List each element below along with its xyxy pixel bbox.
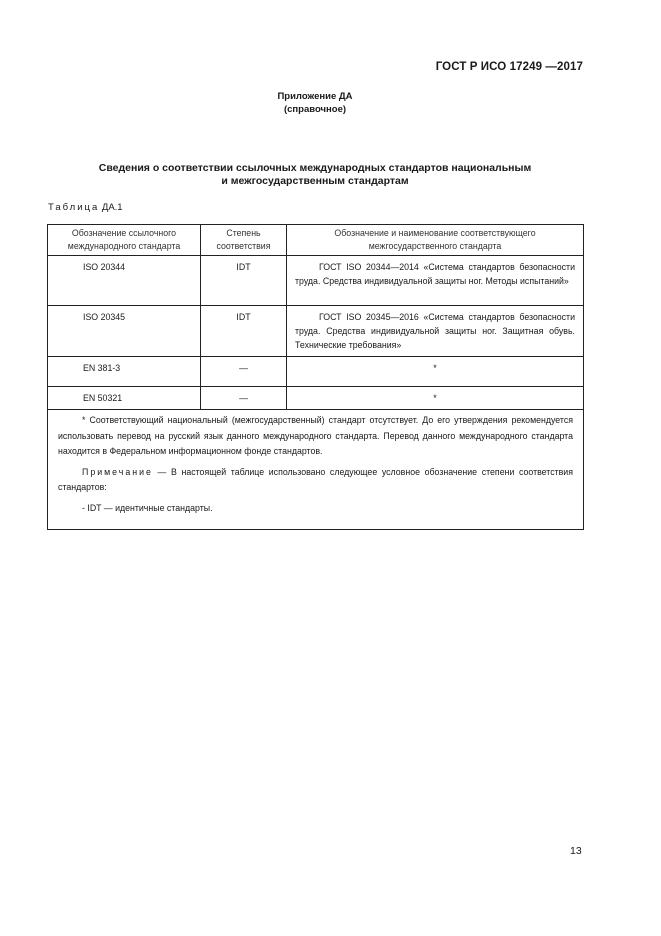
table-notes-row: [48, 410, 584, 530]
table-row: [48, 306, 584, 357]
cell-reference-standard: ISO 20345: [48, 306, 201, 357]
column-header-national-standard: Обозначение и наименование соответствующего межгосударственного стандарта: [287, 225, 584, 256]
table-row: [48, 256, 584, 306]
appendix-subtitle: (справочное): [283, 104, 347, 115]
cell-national-standard: *: [287, 387, 584, 410]
table-label: [48, 202, 123, 213]
cell-reference-standard: EN 381-3: [48, 357, 201, 387]
cell-degree: IDT: [201, 256, 287, 306]
section-title-line-1: Сведения о соответствии ссылочных международных стандартов национальным: [98, 162, 532, 174]
cell-degree: —: [201, 357, 287, 387]
standards-correspondence-table: [47, 224, 584, 530]
section-title-line-2: и межгосударственным стандартам: [221, 175, 409, 187]
note-label: Примечание: [82, 466, 153, 477]
table-footnote: * Соответствующий национальный (межгосударственный) стандарт отсутствует. До его утверждения рекомендуется использовать перевод на русский язык данного международного стандарта. Перевод данного международного стандарта находится в Федеральном информационном фонде стандартов.: [58, 415, 573, 456]
table-notes: [48, 410, 584, 530]
cell-degree: —: [201, 387, 287, 410]
table-label-number: ДА.1: [101, 202, 123, 213]
cell-national-standard: ГОСТ ISO 20344—2014 «Система стандартов безопасности труда. Средства индивидуальной защиты ног. Методы испытаний»: [287, 256, 584, 306]
document-code: ГОСТ Р ИСО 17249 —2017: [435, 61, 583, 73]
cell-national-standard: ГОСТ ISO 20345—2016 «Система стандартов безопасности труда. Средства индивидуальной защиты ног. Защитная обувь. Технические требования»: [287, 306, 584, 357]
table-note: [58, 465, 573, 496]
table-header-row: [48, 225, 584, 256]
cell-reference-standard: EN 50321: [48, 387, 201, 410]
column-header-degree: Степень соответствия: [201, 225, 287, 256]
note-text: — В настоящей таблице использовано следующее условное обозначение степени соответствия стандартов:: [58, 466, 573, 492]
appendix-heading: [0, 90, 630, 116]
cell-national-standard: *: [287, 357, 584, 387]
section-title: [0, 162, 630, 188]
table-row: [48, 357, 584, 387]
cell-reference-standard: ISO 20344: [48, 256, 201, 306]
table-label-prefix: Таблица: [48, 202, 100, 213]
note-list-item: - IDT — идентичные стандарты.: [82, 502, 213, 513]
column-header-reference-standard: Обозначение ссылочного международного стандарта: [48, 225, 201, 256]
page-number: 13: [570, 845, 582, 857]
cell-degree: IDT: [201, 306, 287, 357]
appendix-title: Приложение ДА: [277, 91, 353, 102]
table-row: [48, 387, 584, 410]
